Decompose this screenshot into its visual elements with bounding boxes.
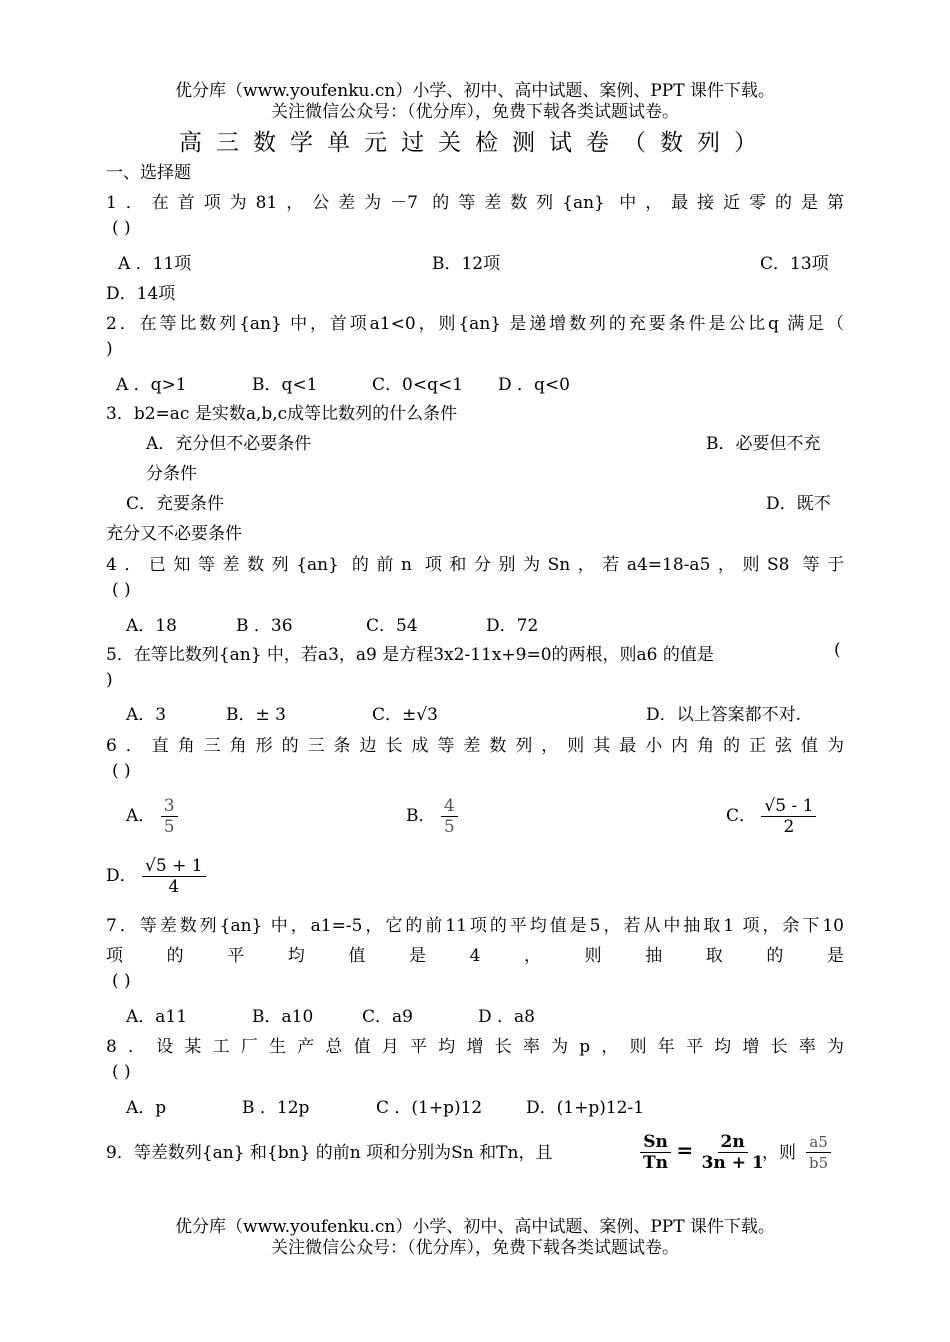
- q6-option-a: [126, 796, 178, 837]
- q9-fraction-sn-tn: [640, 1132, 671, 1173]
- q6-option-a-label: A．: [126, 806, 156, 826]
- q9-fraction-sn: Sn: [640, 1132, 671, 1153]
- q8-option-b: B ．12p: [242, 1098, 310, 1118]
- q7-stem-line-2: 项的平均值是4，则抽取的是: [106, 946, 844, 966]
- q6-stem: 6．直角三角形的三条边长成等差数列，则其最小内角的正弦值为: [106, 736, 844, 756]
- q1-answer-paren: ( ): [112, 218, 131, 238]
- q9-then: ，则: [762, 1143, 796, 1163]
- q6-option-b-fraction: [441, 796, 458, 837]
- q9-stem: 9．等差数列{an} 和{bn} 的前n 项和分别为Sn 和Tn，且: [106, 1143, 553, 1163]
- q6-option-d-numerator: √5 + 1: [142, 856, 206, 877]
- q6-option-c: [726, 796, 816, 837]
- q7-answer-paren: ( ): [112, 971, 131, 991]
- q9-fraction-a5: a5: [806, 1132, 831, 1153]
- q7-stem-line-1: 7．等差数列{an} 中，a1=-5，它的前11项的平均值是5，若从中抽取1 项，余下10: [106, 916, 844, 936]
- q9-fraction-a5-b5: [806, 1132, 831, 1173]
- section-heading: 一、选择题: [106, 163, 191, 183]
- q5-close-paren: ): [106, 670, 113, 690]
- q5-option-b: B．± 3: [226, 705, 286, 725]
- q6-option-c-denominator: 2: [783, 817, 795, 837]
- q5-option-d: D．以上答案都不对.: [646, 705, 802, 725]
- q2-option-d: D ．q<0: [498, 375, 570, 395]
- q1-stem: 1．在首项为81，公差为－7 的等差数列{an} 中，最接近零的是第: [106, 193, 844, 213]
- footer-line-1: 优分库（www.youfenku.cn）小学、初中、高中试题、案例、PPT 课件下载。: [175, 1217, 775, 1237]
- footer-line-2: 关注微信公众号：（优分库），免费下载各类试题试卷。: [271, 1238, 679, 1258]
- q4-option-c: C．54: [366, 616, 418, 636]
- q7-option-c: C．a9: [362, 1007, 413, 1027]
- q2-option-c: C．0<q<1: [372, 375, 464, 395]
- q8-option-d: D．(1+p)12-1: [526, 1098, 645, 1118]
- q2-stem: 2．在等比数列{an} 中，首项a1<0，则{an} 是递增数列的充要条件是公比q 满足（: [106, 314, 844, 334]
- q9-fraction-2n-numerator: 2n: [718, 1132, 748, 1153]
- q6-option-a-fraction: [161, 796, 178, 837]
- q2-option-b: B．q<1: [252, 375, 318, 395]
- q9-equals: =: [676, 1138, 694, 1162]
- q9-target: [806, 1132, 831, 1173]
- q3-stem: 3．b2=ac 是实数a,b,c成等比数列的什么条件: [106, 404, 458, 424]
- q3-option-c: C．充要条件: [126, 494, 225, 514]
- q4-stem: 4．已知等差数列{an} 的前n 项和分别为Sn，若a4=18-a5，则S8 等于: [106, 555, 844, 575]
- q8-answer-paren: ( ): [112, 1062, 131, 1082]
- q6-option-b-label: B．: [406, 806, 436, 826]
- q6-answer-paren: ( ): [112, 761, 131, 781]
- q1-option-a: A ．11项: [118, 254, 192, 274]
- q5-open-paren: (: [834, 640, 841, 660]
- q4-option-d: D．72: [486, 616, 539, 636]
- q6-option-b-denominator: 5: [443, 817, 455, 837]
- q1-option-b: B．12项: [432, 254, 501, 274]
- q5-stem: 5．在等比数列{an} 中，若a3，a9 是方程3x2-11x+9=0的两根，则a6 的值是: [106, 645, 714, 665]
- q6-option-c-fraction: [761, 796, 816, 837]
- header-line-2: 关注微信公众号：（优分库），免费下载各类试题试卷。: [271, 102, 679, 122]
- q6-option-a-denominator: 5: [163, 817, 175, 837]
- q5-option-c: C．±√3: [372, 705, 438, 725]
- q7-option-d: D ．a8: [478, 1007, 535, 1027]
- q9-fraction-2n-denominator: 3n + 1: [701, 1153, 764, 1173]
- q6-option-c-label: C．: [726, 806, 757, 826]
- q9-fraction-b5: b5: [809, 1154, 829, 1172]
- q1-option-d: D．14项: [106, 284, 176, 304]
- q6-option-d-denominator: 4: [168, 877, 180, 897]
- q4-option-b: B ．36: [236, 616, 293, 636]
- q8-stem: 8．设某工厂生产总值月平均增长率为p，则年平均增长率为: [106, 1037, 844, 1057]
- q9-ratio-formula: [640, 1132, 767, 1173]
- q8-option-a: A．p: [126, 1098, 167, 1118]
- q6-option-b: [406, 796, 458, 837]
- q6-option-c-numerator: √5 - 1: [761, 796, 816, 817]
- q6-option-d-label: D．: [106, 866, 137, 886]
- q6-option-b-numerator: 4: [441, 796, 458, 817]
- exam-title: 高三数学单元过关检测试卷（数列）: [179, 130, 771, 156]
- q4-option-a: A．18: [126, 616, 177, 636]
- q2-option-a: A ．q>1: [116, 375, 187, 395]
- q6-option-d-fraction: [142, 856, 206, 897]
- q5-option-a: A．3: [126, 705, 167, 725]
- header-line-1: 优分库（www.youfenku.cn）小学、初中、高中试题、案例、PPT 课件下载。: [175, 81, 775, 101]
- q8-option-c: C ．(1+p)12: [376, 1098, 483, 1118]
- q6-option-a-numerator: 3: [161, 796, 178, 817]
- q3-option-d: D．既不: [766, 494, 831, 514]
- q6-option-d: [106, 856, 206, 897]
- q7-option-b: B．a10: [252, 1007, 314, 1027]
- q3-option-a: A．充分但不必要条件: [146, 434, 312, 454]
- q9-fraction-tn: Tn: [643, 1153, 669, 1173]
- q3-option-b: B．必要但不充: [706, 434, 821, 454]
- q9-fraction-2n: [699, 1132, 767, 1173]
- q7-option-a: A．a11: [126, 1007, 188, 1027]
- q2-close-paren: ): [106, 339, 113, 359]
- q4-answer-paren: ( ): [112, 580, 131, 600]
- q1-option-c: C．13项: [760, 254, 829, 274]
- q3-option-d-cont: 充分又不必要条件: [106, 524, 242, 544]
- q3-option-b-cont: 分条件: [146, 464, 197, 484]
